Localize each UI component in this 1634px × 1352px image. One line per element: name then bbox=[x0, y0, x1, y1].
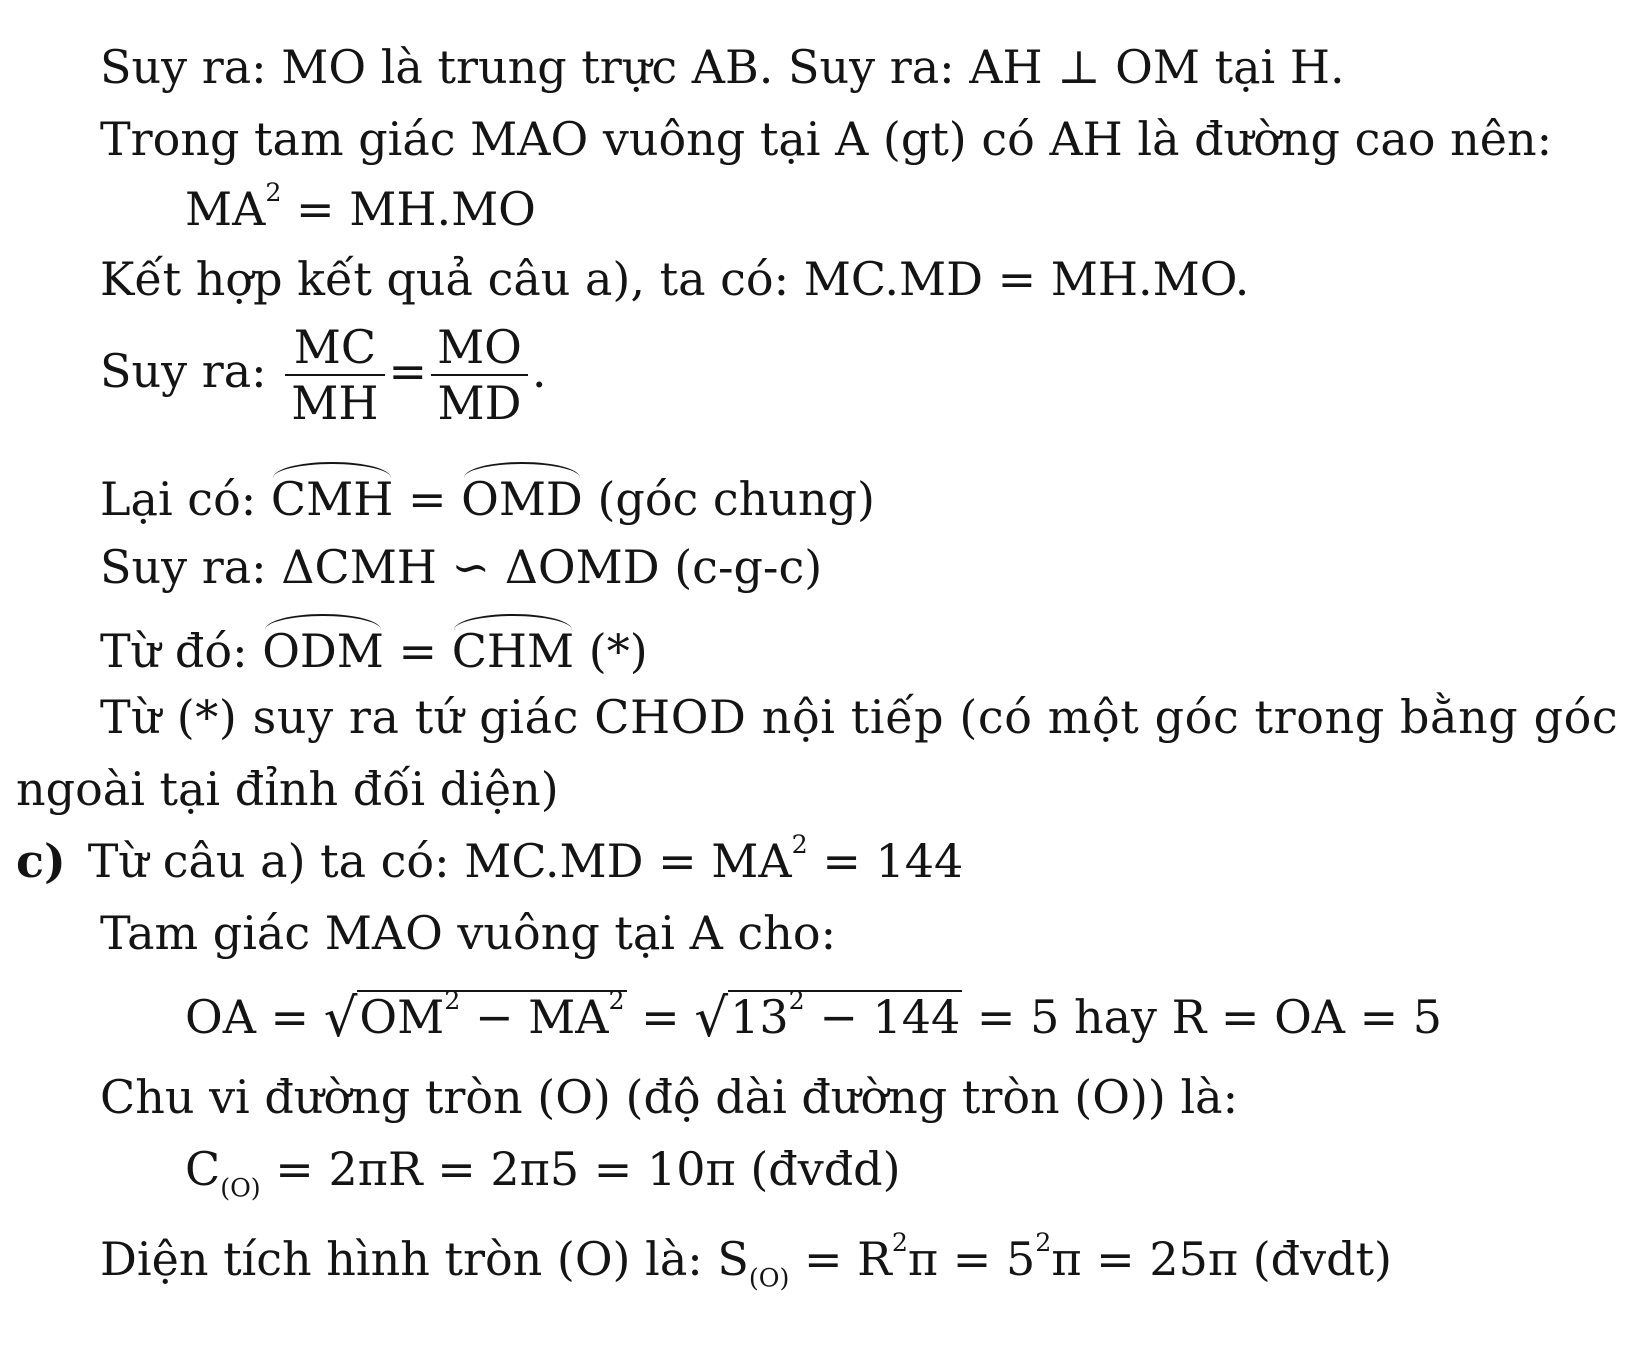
fraction-mc-mh: $\frac{MC}{MH}$ bbox=[285, 320, 384, 430]
sqrt-om-ma: $√OM^2 - MA^2$ bbox=[323, 985, 625, 1049]
part-c-heading: c) Từ câu a) ta có: $MC.MD = MA^2 = 144$ bbox=[16, 829, 964, 888]
line-angle-equality: Từ đó: ODM = CHM (*) bbox=[100, 620, 648, 674]
equation-radius: OA = $√OM^2 - MA^2 = √13^2 - 144 = 5$ hay R = OA = 5 bbox=[185, 985, 1443, 1049]
angle-cmh: CMH bbox=[271, 468, 393, 522]
line-common-angle: Lại có: CMH = OMD (góc chung) bbox=[100, 468, 875, 522]
sqrt-13-144: $√13^2 - 144$ bbox=[694, 985, 961, 1049]
line-similar-triangles: Suy ra: ΔCMH ∽ ΔOMD (c-g-c) bbox=[100, 540, 823, 594]
line-cyclic-continuation: ngoài tại đỉnh đối diện) bbox=[16, 762, 559, 816]
line-triangle-mao: Tam giác MAO vuông tại A cho: bbox=[100, 906, 837, 960]
line-right-triangle: Trong tam giác MAO vuông tại A (gt) có AH là đường cao nên: bbox=[100, 112, 1553, 166]
equation-ma-squared: $MA^2 = MH.MO$ bbox=[185, 177, 536, 236]
line-circumference-heading: Chu vi đường tròn (O) (độ dài đường tròn (O)) là: bbox=[100, 1070, 1239, 1124]
equation-circumference: $C_{(O)} = 2\pi R = 2\pi 5 = 10\pi$ (đvđd) bbox=[185, 1142, 901, 1203]
angle-chm: CHM bbox=[452, 620, 574, 674]
fraction-mo-md: $\frac{MO}{MD}$ bbox=[431, 320, 528, 430]
line-perpendicular: Suy ra: MO là trung trực AB. Suy ra: AH ⊥ OM tại H. bbox=[100, 40, 1345, 94]
line-area: Diện tích hình tròn (O) là: $S_{(O)} = R^2\pi = 5^2\pi = 25\pi$ (đvdt) bbox=[100, 1227, 1392, 1293]
angle-odm: ODM bbox=[262, 620, 384, 674]
line-cyclic-quadrilateral: Từ (*) suy ra tứ giác CHOD nội tiếp (có một góc trong bằng góc bbox=[100, 690, 1619, 744]
line-combine-result: Kết hợp kết quả câu a), ta có: MC.MD = MH.MO. bbox=[100, 252, 1250, 306]
part-c-label: c) bbox=[16, 834, 66, 888]
angle-omd: OMD bbox=[461, 468, 583, 522]
equation-ratio: Suy ra: $\frac{MC}{MH}$ = $\frac{MO}{MD}$ . bbox=[100, 320, 547, 430]
